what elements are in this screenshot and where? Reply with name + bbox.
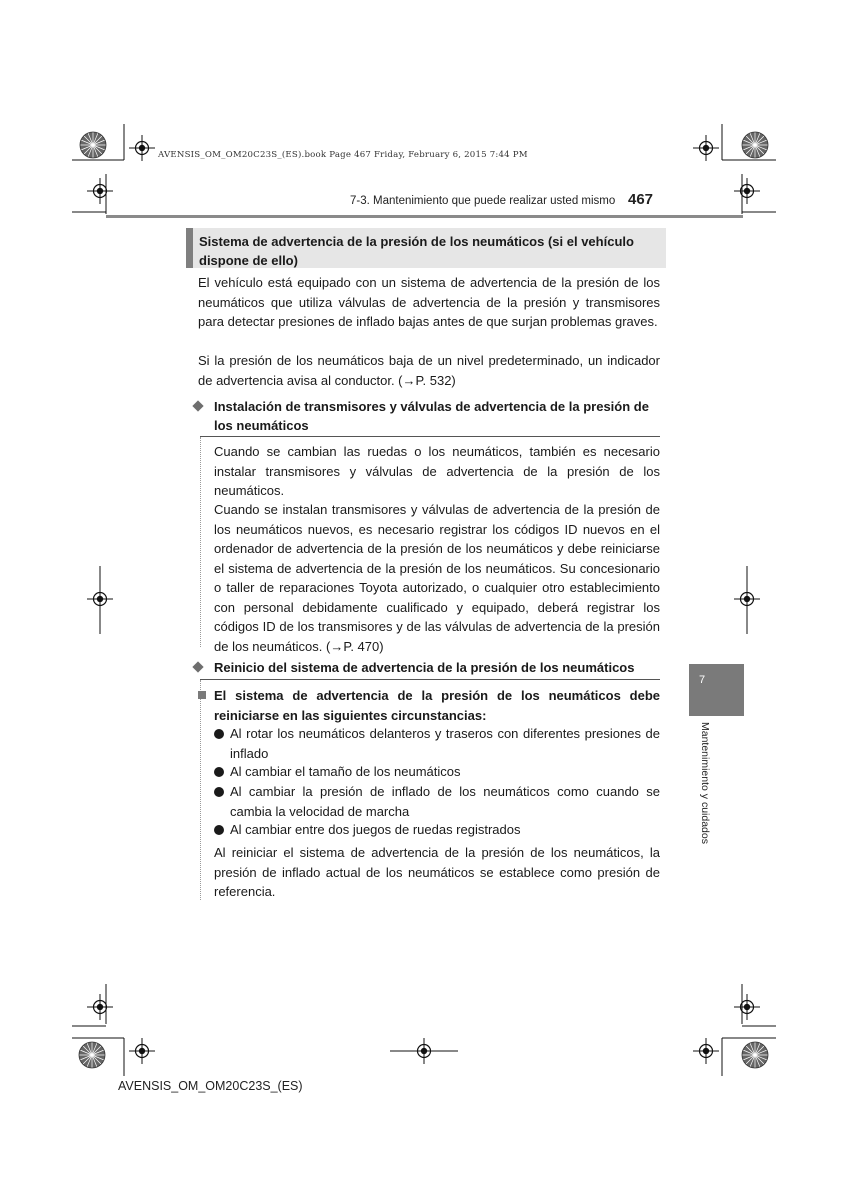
intro-paragraph-1: El vehículo está equipado con un sistema de advertencia de la presión de los neumáticos que utiliza válvulas de advertencia de la presión y transmisores para detectar presiones de inflado bajas antes de que surjan problemas graves. xyxy=(198,275,660,329)
subsection-guide-line xyxy=(200,437,201,647)
subsection-heading-transmitters xyxy=(194,397,660,435)
registration-mark-bottom-right-2 xyxy=(734,994,760,1020)
registration-mark-top-left-2 xyxy=(87,178,113,204)
chapter-tab xyxy=(689,664,744,716)
diamond-bullet-icon xyxy=(192,661,203,672)
list-item-text: Al rotar los neumáticos delanteros y traseros con diferentes presiones de inflado xyxy=(230,726,660,761)
reset-circumstances-text: El sistema de advertencia de la presión de los neumáticos debe reiniciarse en las siguientes circunstancias: xyxy=(214,688,660,723)
header-rule xyxy=(106,215,743,218)
registration-mark-top-right xyxy=(693,135,719,161)
registration-mark-bottom-left-2 xyxy=(87,994,113,1020)
subsection-heading-text: Reinicio del sistema de advertencia de la presión de los neumáticos xyxy=(214,660,635,675)
registration-star-bottom-right xyxy=(742,1042,768,1068)
registration-mark-top-left xyxy=(129,135,155,161)
print-file-info: AVENSIS_OM_OM20C23S_(ES).book Page 467 Friday, February 6, 2015 7:44 PM xyxy=(158,150,528,160)
subsection-rule xyxy=(200,679,660,680)
bullet-dot-icon xyxy=(214,767,224,777)
page-number: 467 xyxy=(628,191,654,208)
registration-mark-bottom-left xyxy=(129,1038,155,1064)
square-bullet-icon xyxy=(198,691,206,699)
list-item-text: Al cambiar la presión de inflado de los neumáticos como cuando se cambia la velocidad de marcha xyxy=(230,784,660,819)
transmitters-paragraph-1: Cuando se cambian las ruedas o los neumáticos, también es necesario instalar transmisores y válvulas de advertencia de la presión de los neumáticos. xyxy=(214,444,660,498)
section-heading: Sistema de advertencia de la presión de los neumáticos (si el vehículo dispone de ello) xyxy=(186,228,666,268)
subsection-heading-reset xyxy=(194,658,660,678)
intro-paragraph-2: Si la presión de los neumáticos baja de un nivel predeterminado, un indicador de advertencia avisa al conductor. (→P. 532) xyxy=(198,353,660,388)
registration-mark-top-right-2 xyxy=(734,178,760,204)
running-head: 7-3. Mantenimiento que puede realizar usted mismo xyxy=(350,195,616,207)
bullet-dot-icon xyxy=(214,729,224,739)
transmitters-paragraph-2: Cuando se instalan transmisores y válvulas de advertencia de la presión de los neumáticos nuevos, es necesario registrar los códigos ID nuevos en el ordenador de advertencia de la presión de los neumáticos y debe reiniciarse el sistema de advertencia de la presión de los neumáticos. Su concesionario o taller de reparaciones Toyota autorizado, o cualquier otro establecimiento con personal debidamente cualificado y equipado, deberá registrar los códigos ID de los transmisores y de las válvulas de advertencia de la presión de los neumáticos. (→P. 470) xyxy=(214,502,660,654)
subsection-guide-line xyxy=(200,680,201,900)
diamond-bullet-icon xyxy=(192,400,203,411)
list-item-text: Al cambiar el tamaño de los neumáticos xyxy=(230,764,461,779)
bullet-dot-icon xyxy=(214,787,224,797)
registration-star-top-right xyxy=(742,132,768,158)
subsection-rule xyxy=(200,436,660,437)
registration-mark-bottom-right xyxy=(693,1038,719,1064)
chapter-title: Mantenimiento y cuidados xyxy=(699,722,711,844)
chapter-number: 7 xyxy=(699,674,706,686)
list-item-text: Al cambiar entre dos juegos de ruedas registrados xyxy=(230,822,521,837)
bullet-dot-icon xyxy=(214,825,224,835)
subsection-heading-text: Instalación de transmisores y válvulas de advertencia de la presión de los neumáticos xyxy=(214,399,649,433)
footer-document-code: AVENSIS_OM_OM20C23S_(ES) xyxy=(118,1079,303,1093)
registration-star-top-left xyxy=(80,132,106,158)
registration-star-bottom-left xyxy=(79,1042,105,1068)
reset-closing-paragraph: Al reiniciar el sistema de advertencia de la presión de los neumáticos, la presión de inflado actual de los neumáticos se establece como presión de referencia. xyxy=(214,845,660,899)
